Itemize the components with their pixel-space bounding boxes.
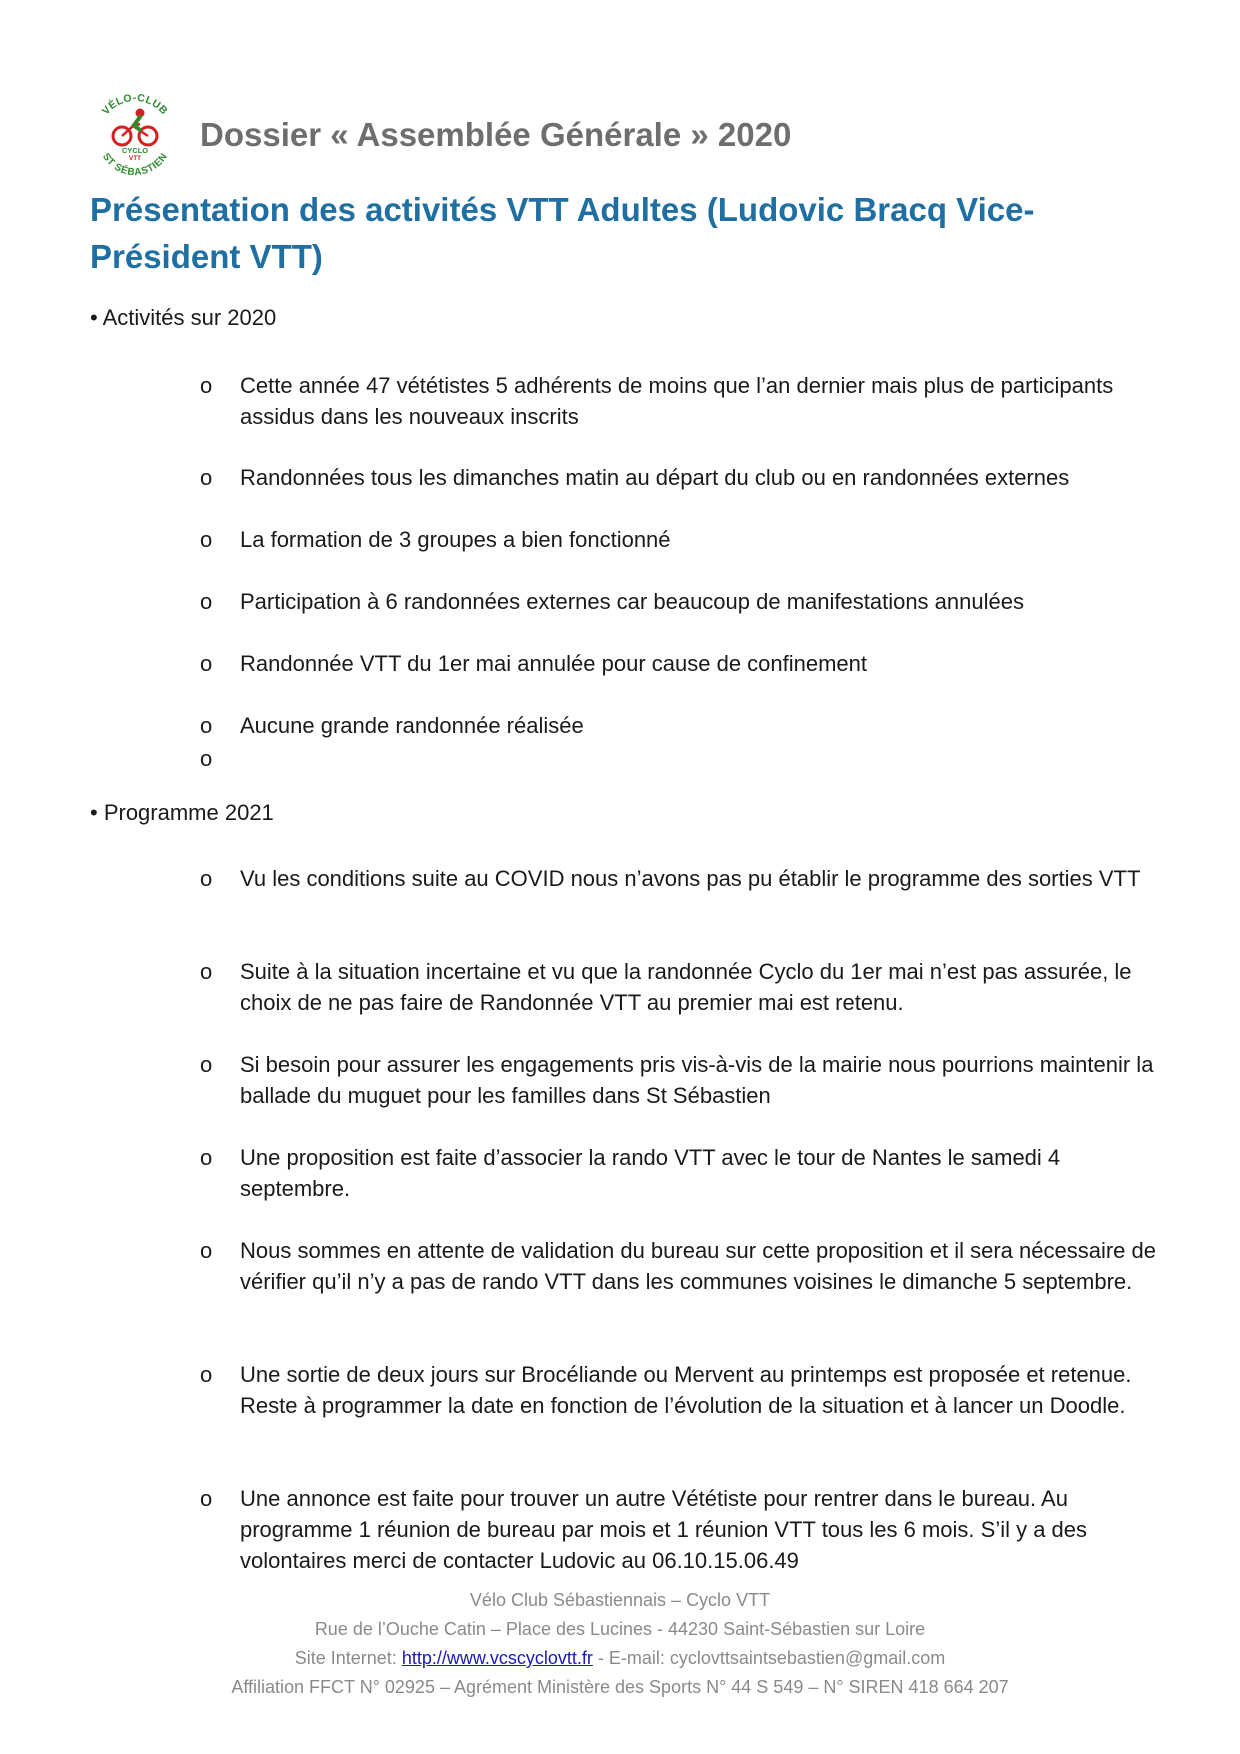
footer-address: Rue de l’Ouche Catin – Place des Lucines - 44230 Saint-Sébastien sur Loire	[314, 1619, 926, 1639]
bullet-marker: o	[200, 1238, 213, 1263]
bullet-marker: o	[200, 1486, 213, 1511]
list-item-text: Une annonce est faite pour trouver un autre Vététiste pour rentrer dans le bureau. Au programme 1 réunion de bureau par mois et 1 réunion VTT tous les 6 mois. S’il y a des volontaires merci de contacter Ludovic au 06.10.15.06.49	[240, 1486, 1088, 1573]
list-item-text: La formation de 3 groupes a bien fonctionné	[240, 527, 671, 552]
list-item-text: Une sortie de deux jours sur Brocéliande ou Mervent au printemps est proposée et retenue. Reste à programmer la date en fonction de l’évolution de la situation et à lancer un Doodle.	[240, 1362, 1132, 1418]
list-item-text: Une proposition est faite d’associer la rando VTT avec le tour de Nantes le samedi 4 septembre.	[240, 1145, 1061, 1201]
list-item	[200, 863, 1160, 894]
website-link[interactable]: http://www.vcscyclovtt.fr	[401, 1648, 593, 1668]
bullet-marker: o	[200, 866, 213, 891]
bullet-marker: o	[200, 746, 213, 771]
footer-site-label: Site Internet:	[294, 1648, 402, 1668]
bullet-marker: o	[200, 1145, 213, 1170]
section-heading-activites: • Activités sur 2020	[90, 305, 277, 330]
svg-text:VÉLO-CLUB: VÉLO-CLUB	[99, 91, 171, 118]
footer-affiliation: Affiliation FFCT N° 02925 – Agrément Ministère des Sports N° 44 S 549 – N° SIREN 418 664 207	[231, 1677, 1009, 1697]
list-item	[200, 1359, 1160, 1421]
page-title: Présentation des activités VTT Adultes (Ludovic Bracq Vice-Président VTT)	[90, 191, 1035, 275]
list-item-text: Aucune grande randonnée réalisée	[240, 713, 584, 738]
list-item-text: Nous sommes en attente de validation du bureau sur cette proposition et il sera nécessaire de vérifier qu’il n’y a pas de rando VTT dans les communes voisines le dimanche 5 septembre.	[240, 1238, 1156, 1294]
velo-club-logo-icon	[90, 90, 180, 180]
footer-club-name: Vélo Club Sébastiennais – Cyclo VTT	[469, 1590, 771, 1610]
svg-text:CYCLO: CYCLO	[121, 146, 149, 155]
bullet-marker: o	[200, 651, 213, 676]
list-item	[200, 710, 1160, 741]
document-title: Dossier « Assemblée Générale » 2020	[200, 116, 792, 153]
svg-text:ST SÉBASTIEN: ST SÉBASTIEN	[99, 151, 171, 179]
list-item	[200, 370, 1160, 432]
list-item-text: Vu les conditions suite au COVID nous n’avons pas pu établir le programme des sorties VTT	[240, 866, 1141, 891]
bullet-marker: o	[200, 1362, 213, 1387]
bullet-marker: o	[200, 589, 213, 614]
list-item	[200, 648, 1160, 679]
footer	[0, 1586, 1240, 1702]
bullet-marker: o	[200, 465, 213, 490]
list-item	[200, 1235, 1160, 1297]
bullet-marker: o	[200, 1052, 213, 1077]
section-heading-programme: • Programme 2021	[90, 800, 274, 825]
list-item	[200, 586, 1160, 617]
bullet-marker: o	[200, 527, 213, 552]
list-item	[200, 462, 1160, 493]
list-item	[200, 1483, 1160, 1576]
list-item-text: Suite à la situation incertaine et vu que la randonnée Cyclo du 1er mai n’est pas assurée, le choix de ne pas faire de Randonnée VTT au premier mai est retenu.	[240, 959, 1132, 1015]
svg-text:VTT: VTT	[128, 155, 142, 162]
bullet-marker: o	[200, 373, 213, 398]
footer-email: - E-mail: cyclovttsaintsebastien@gmail.com	[592, 1648, 946, 1668]
footer-contact	[0, 1644, 1240, 1673]
list-item-text: Randonnée VTT du 1er mai annulée pour cause de confinement	[240, 651, 868, 676]
list-item	[200, 524, 1160, 555]
list-item	[200, 1049, 1160, 1111]
list-item-text: Participation à 6 randonnées externes car beaucoup de manifestations annulées	[240, 589, 1024, 614]
bullet-marker: o	[200, 713, 213, 738]
list-item	[200, 1142, 1160, 1204]
bullet-marker: o	[200, 959, 213, 984]
list-item-text: Randonnées tous les dimanches matin au départ du club ou en randonnées externes	[240, 465, 1070, 490]
list-item-text: Si besoin pour assurer les engagements pris vis-à-vis de la mairie nous pourrions maintenir la ballade du muguet pour les familles dans St Sébastien	[240, 1052, 1154, 1108]
list-item-text: Cette année 47 vététistes 5 adhérents de moins que l’an dernier mais plus de participants assidus dans les nouveaux inscrits	[240, 373, 1114, 429]
list-item	[200, 956, 1160, 1018]
header	[90, 92, 791, 178]
